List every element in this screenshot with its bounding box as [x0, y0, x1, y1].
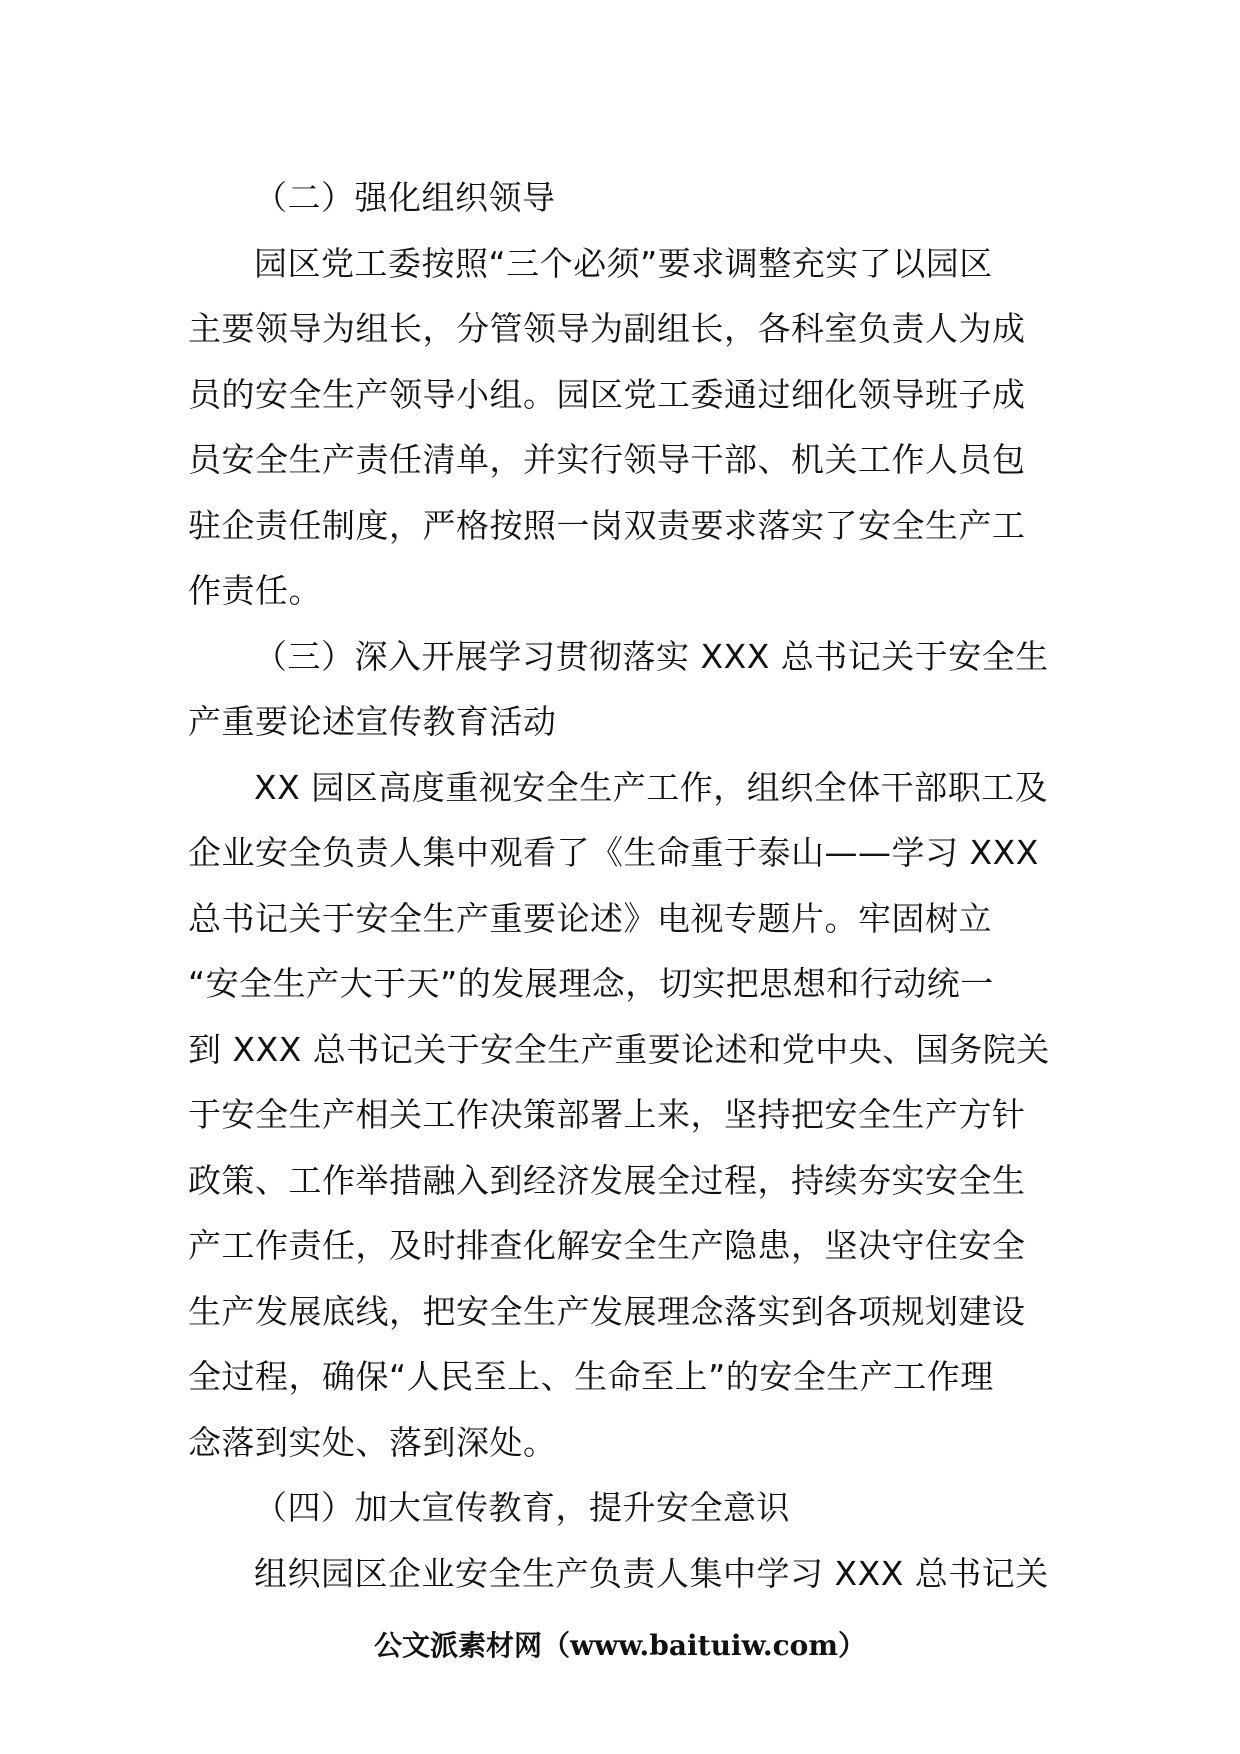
section-heading-4: （四）加大宣传教育，提升安全意识 [254, 1488, 790, 1527]
paragraph-line: 到 XXX 总书记关于安全生产重要论述和党中央、国务院关 [188, 1029, 1050, 1069]
paragraph-line: 主要领导为组长，分管领导为副组长，各科室负责人为成 [188, 309, 1026, 348]
paragraph-line: 企业安全负责人集中观看了《生命重于泰山——学习 XXX [188, 833, 1039, 872]
paragraph-line: 员的安全生产领导小组。园区党工委通过细化领导班子成 [188, 374, 1026, 414]
section-heading-2: （二）强化组织领导 [254, 178, 556, 217]
paragraph-line: 驻企责任制度，严格按照一岗双责要求落实了安全生产工 [188, 505, 1026, 545]
section-heading-3-continued: 产重要论述宣传教育活动 [188, 702, 557, 741]
footer-watermark: 公文派素材网（www.baituiw.com） [374, 1629, 866, 1662]
paragraph-line: 政策、工作举措融入到经济发展全过程，持续夯实安全生 [188, 1160, 1026, 1200]
paragraph-line: 总书记关于安全生产重要论述》电视专题片。牢固树立 [188, 898, 992, 938]
paragraph-line: XX 园区高度重视安全生产工作，组织全体干部职工及 [254, 767, 1049, 807]
paragraph-line: 念落到实处、落到深处。 [188, 1422, 557, 1462]
paragraph-line: 产工作责任，及时排查化解安全生产隐患，坚决守住安全 [188, 1226, 1026, 1265]
paragraph-line: 于安全生产相关工作决策部署上来，坚持把安全生产方针 [188, 1095, 1026, 1134]
paragraph-line: 全过程，确保“人民至上、生命至上”的安全生产工作理 [188, 1357, 994, 1396]
paragraph-line: 生产发展底线，把安全生产发展理念落实到各项规划建设 [188, 1291, 1026, 1331]
paragraph-line: 员安全生产责任清单，并实行领导干部、机关工作人员包 [188, 440, 1026, 479]
paragraph-line: 组织园区企业安全生产负责人集中学习 XXX 总书记关 [254, 1553, 1049, 1593]
document-body [188, 165, 1058, 1606]
section-heading-3: （三）深入开展学习贯彻落实 XXX 总书记关于安全生 [254, 636, 1049, 676]
paragraph-line: “安全生产大于天”的发展理念，切实把思想和行动统一 [188, 964, 994, 1003]
paragraph-line: 园区党工委按照“三个必须”要求调整充实了以园区 [254, 243, 993, 283]
paragraph-line: 作责任。 [188, 571, 322, 610]
